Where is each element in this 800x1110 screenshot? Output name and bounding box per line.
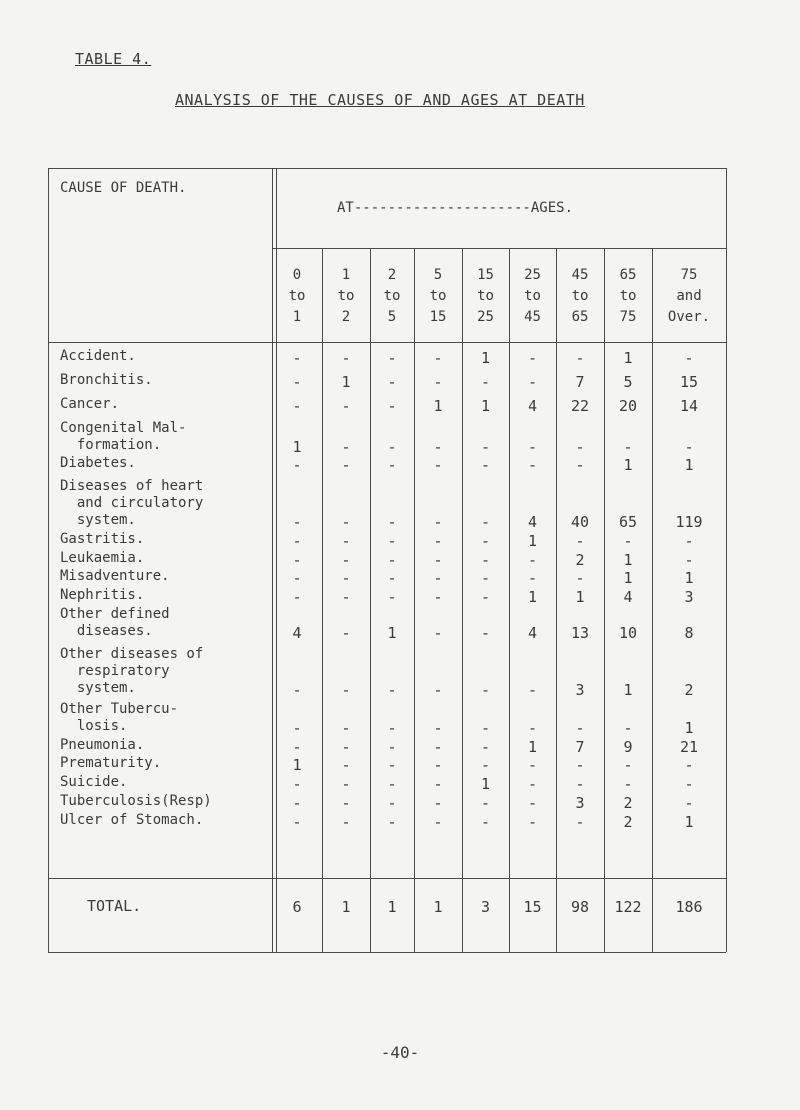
- table-cell: -: [527, 373, 538, 391]
- cause-label: Prematurity.: [60, 755, 162, 772]
- table-cell: -: [387, 775, 397, 793]
- table-cell: -: [480, 551, 491, 569]
- table-cell: -: [341, 775, 351, 793]
- table-cell: 4: [527, 397, 538, 415]
- page-title: ANALYSIS OF THE CAUSES OF AND AGES AT DEATH: [175, 91, 585, 109]
- table-cell: 1: [684, 569, 694, 587]
- table-cell: -: [527, 719, 538, 737]
- table-cell: -: [433, 756, 443, 774]
- table-cell: -: [341, 397, 351, 415]
- cause-label: Other diseases of: [60, 646, 204, 663]
- table-cell: -: [480, 756, 491, 774]
- table-cell: -: [480, 738, 491, 756]
- table-cell: -: [292, 569, 302, 587]
- table-cell: -: [575, 719, 585, 737]
- table-cell: 9: [623, 738, 633, 756]
- table-cell: -: [341, 719, 351, 737]
- table-cell: -: [292, 532, 302, 550]
- table-cell: -: [480, 719, 491, 737]
- age-group-header: 15: [429, 309, 447, 325]
- table-cell: -: [433, 456, 443, 474]
- cause-label: and circulatory: [60, 495, 204, 512]
- table-cell: -: [684, 349, 694, 367]
- table-cell: -: [433, 681, 443, 699]
- table-cell: 14: [679, 397, 699, 415]
- table-cell: -: [387, 551, 397, 569]
- table-cell: -: [480, 794, 491, 812]
- table-cell: -: [341, 588, 351, 606]
- table-cell: -: [387, 719, 397, 737]
- total-cell: 98: [570, 898, 590, 916]
- table-cell: -: [387, 588, 397, 606]
- table-cell: -: [480, 681, 491, 699]
- table-cell: -: [341, 532, 351, 550]
- table-right-rule: [726, 168, 727, 952]
- table-cell: -: [387, 438, 397, 456]
- table-cell: -: [527, 551, 538, 569]
- cause-label: system.: [60, 512, 136, 529]
- total-top-rule: [48, 878, 726, 879]
- age-group-header: 0: [292, 267, 302, 283]
- table-cell: -: [527, 569, 538, 587]
- table-cell: 21: [679, 738, 699, 756]
- table-cell: 2: [684, 681, 694, 699]
- table-cell: -: [480, 373, 491, 391]
- table-cell: -: [575, 569, 585, 587]
- table-cell: -: [575, 532, 585, 550]
- table-cell: -: [341, 756, 351, 774]
- table-cell: -: [292, 373, 302, 391]
- age-group-header: 25: [524, 267, 541, 283]
- table-cell: -: [433, 794, 443, 812]
- table-cell: -: [480, 624, 491, 642]
- table-cell: -: [292, 681, 302, 699]
- table-cell: -: [387, 794, 397, 812]
- table-cell: -: [341, 456, 351, 474]
- table-cell: 1: [623, 551, 633, 569]
- age-group-header: to: [288, 288, 306, 304]
- cause-label: Ulcer of Stomach.: [60, 812, 204, 829]
- age-group-header: to: [477, 288, 494, 304]
- cause-label: Other Tubercu-: [60, 701, 179, 718]
- table-cell: 4: [527, 513, 538, 531]
- table-cell: -: [433, 813, 443, 831]
- cause-label: Leukaemia.: [60, 550, 145, 567]
- age-group-header: 45: [571, 267, 589, 283]
- table-cell: 1: [623, 681, 633, 699]
- table-cell: -: [387, 756, 397, 774]
- table-cell: -: [292, 775, 302, 793]
- table-cell: 13: [570, 624, 590, 642]
- age-group-header: 75: [680, 267, 698, 283]
- age-group-header: to: [429, 288, 447, 304]
- age-group-header: 5: [433, 267, 443, 283]
- table-cell: 4: [292, 624, 302, 642]
- table-cell: -: [433, 532, 443, 550]
- table-cell: -: [527, 681, 538, 699]
- age-group-header: 25: [477, 309, 494, 325]
- age-group-header: 15: [477, 267, 494, 283]
- table-cell: -: [433, 349, 443, 367]
- cause-label: diseases.: [60, 623, 153, 640]
- age-group-header: to: [524, 288, 541, 304]
- table-cell: -: [433, 588, 443, 606]
- cause-label: Bronchitis.: [60, 372, 153, 389]
- cause-label: Suicide.: [60, 774, 128, 791]
- table-cell: -: [387, 373, 397, 391]
- table-cell: -: [292, 456, 302, 474]
- age-group-header: to: [337, 288, 355, 304]
- table-cell: -: [527, 794, 538, 812]
- table-cell: -: [387, 569, 397, 587]
- total-cell: 3: [480, 898, 491, 916]
- table-cell: -: [292, 349, 302, 367]
- age-group-header: 2: [341, 309, 351, 325]
- table-cell: -: [341, 349, 351, 367]
- table-cell: 3: [684, 588, 694, 606]
- table-cell: -: [341, 794, 351, 812]
- age-group-header: 65: [619, 267, 637, 283]
- table-cell: -: [527, 438, 538, 456]
- table-cell: 1: [684, 719, 694, 737]
- table-cell: -: [292, 813, 302, 831]
- table-cell: -: [480, 456, 491, 474]
- table-cell: 1: [527, 738, 538, 756]
- table-cell: 4: [527, 624, 538, 642]
- age-group-header: 65: [571, 309, 589, 325]
- table-cell: -: [292, 513, 302, 531]
- total-label: TOTAL.: [87, 897, 142, 915]
- table-cell: -: [623, 756, 633, 774]
- cause-label: system.: [60, 680, 136, 697]
- table-cell: -: [575, 456, 585, 474]
- total-cell: 1: [387, 898, 397, 916]
- age-group-header: 1: [292, 309, 302, 325]
- table-cell: 1: [433, 397, 443, 415]
- table-cell: -: [387, 532, 397, 550]
- table-cell: -: [387, 738, 397, 756]
- ages-header: AT---------------------AGES.: [337, 200, 574, 216]
- table-cell: 1: [292, 438, 302, 456]
- table-cell: 20: [618, 397, 638, 415]
- table-cell: -: [623, 438, 633, 456]
- table-cell: -: [341, 438, 351, 456]
- table-cell: 2: [575, 551, 585, 569]
- table-cell: -: [623, 775, 633, 793]
- table-cell: -: [387, 813, 397, 831]
- table-cell: -: [480, 813, 491, 831]
- table-cell: -: [480, 588, 491, 606]
- table-cell: 8: [684, 624, 694, 642]
- table-cell: -: [292, 738, 302, 756]
- table-cell: 1: [575, 588, 585, 606]
- table-cell: 7: [575, 373, 585, 391]
- table-cell: -: [433, 569, 443, 587]
- table-cell: 65: [618, 513, 638, 531]
- table-cell: -: [575, 438, 585, 456]
- table-cell: -: [480, 569, 491, 587]
- table-cell: 10: [618, 624, 638, 642]
- total-cell: 186: [675, 898, 703, 916]
- age-group-header: Over.: [667, 309, 711, 325]
- table-cell: 1: [292, 756, 302, 774]
- table-cell: -: [341, 624, 351, 642]
- page-number: -40-: [380, 1043, 420, 1062]
- table-cell: 7: [575, 738, 585, 756]
- table-cell: 1: [684, 813, 694, 831]
- header-bottom-rule: [48, 342, 726, 343]
- table-cell: -: [292, 397, 302, 415]
- table-cell: -: [527, 456, 538, 474]
- table-cell: -: [684, 532, 694, 550]
- table-cell: -: [480, 438, 491, 456]
- cause-label: Pneumonia.: [60, 737, 145, 754]
- age-group-header: 1: [341, 267, 351, 283]
- table-cell: -: [684, 756, 694, 774]
- table-cell: -: [433, 438, 443, 456]
- table-cell: -: [387, 349, 397, 367]
- cause-label: Congenital Mal-: [60, 420, 187, 437]
- table-cell: -: [341, 569, 351, 587]
- table-cell: -: [387, 513, 397, 531]
- table-cell: 1: [480, 775, 491, 793]
- table-cell: -: [433, 373, 443, 391]
- table-cell: 3: [575, 794, 585, 812]
- table-label: TABLE 4.: [75, 50, 152, 68]
- total-cell: 15: [523, 898, 542, 916]
- table-cell: -: [433, 551, 443, 569]
- table-cell: 1: [480, 349, 491, 367]
- table-cell: -: [433, 513, 443, 531]
- cause-label: Misadventure.: [60, 568, 170, 585]
- cause-label: Accident.: [60, 348, 136, 365]
- age-group-header: 45: [524, 309, 541, 325]
- total-cell: 6: [292, 898, 302, 916]
- table-cell: -: [575, 813, 585, 831]
- table-cell: -: [527, 756, 538, 774]
- cause-label: Nephritis.: [60, 587, 145, 604]
- table-cell: -: [684, 438, 694, 456]
- table-cell: -: [575, 349, 585, 367]
- age-group-header: and: [676, 288, 702, 304]
- age-group-header: 75: [619, 309, 637, 325]
- cause-label: Gastritis.: [60, 531, 145, 548]
- table-cell: -: [341, 513, 351, 531]
- table-cell: -: [292, 588, 302, 606]
- table-cell: 2: [623, 813, 633, 831]
- table-cell: -: [387, 681, 397, 699]
- table-cell: -: [684, 794, 694, 812]
- table-cell: 40: [570, 513, 590, 531]
- table-cell: -: [387, 397, 397, 415]
- cause-label: respiratory: [60, 663, 170, 680]
- age-group-header: 2: [387, 267, 397, 283]
- age-group-header: to: [619, 288, 637, 304]
- table-cell: 2: [623, 794, 633, 812]
- table-cell: 1: [527, 588, 538, 606]
- table-cell: -: [575, 775, 585, 793]
- table-cell: 1: [684, 456, 694, 474]
- table-cell: -: [433, 775, 443, 793]
- table-cell: -: [623, 532, 633, 550]
- table-cell: -: [433, 624, 443, 642]
- table-cell: -: [433, 719, 443, 737]
- table-cell: 119: [675, 513, 703, 531]
- table-cell: 15: [679, 373, 699, 391]
- cause-label: Other defined: [60, 606, 170, 623]
- table-cell: -: [480, 513, 491, 531]
- table-cell: -: [527, 349, 538, 367]
- table-top-rule: [48, 168, 726, 169]
- age-group-header: to: [383, 288, 401, 304]
- table-cell: 1: [527, 532, 538, 550]
- table-cell: -: [292, 551, 302, 569]
- table-cell: -: [684, 551, 694, 569]
- cause-label: Cancer.: [60, 396, 120, 413]
- cause-label: Tuberculosis(Resp): [60, 793, 212, 810]
- table-cell: -: [341, 681, 351, 699]
- total-cell: 1: [341, 898, 351, 916]
- age-group-header: to: [571, 288, 589, 304]
- table-cell: -: [480, 532, 491, 550]
- cause-label: losis.: [60, 718, 128, 735]
- table-cell: -: [527, 775, 538, 793]
- table-cell: 1: [623, 569, 633, 587]
- total-cell: 1: [433, 898, 443, 916]
- table-cell: -: [623, 719, 633, 737]
- cause-label: Diseases of heart: [60, 478, 204, 495]
- table-cell: -: [433, 738, 443, 756]
- table-cell: -: [292, 719, 302, 737]
- table-left-rule: [48, 168, 49, 952]
- table-cell: -: [341, 551, 351, 569]
- table-cell: -: [341, 738, 351, 756]
- total-cell: 122: [614, 898, 642, 916]
- table-cell: -: [341, 813, 351, 831]
- table-cell: 1: [341, 373, 351, 391]
- table-cell: -: [684, 775, 694, 793]
- age-header-rule: [272, 248, 726, 249]
- table-cell: 1: [387, 624, 397, 642]
- table-cell: 1: [623, 456, 633, 474]
- table-cell: 4: [623, 588, 633, 606]
- table-cell: -: [292, 794, 302, 812]
- cause-header: CAUSE OF DEATH.: [60, 180, 187, 196]
- table-cell: 3: [575, 681, 585, 699]
- table-cell: -: [387, 456, 397, 474]
- table-cell: 1: [480, 397, 491, 415]
- table-cell: 5: [623, 373, 633, 391]
- cause-label: formation.: [60, 437, 162, 454]
- cause-label: Diabetes.: [60, 455, 136, 472]
- table-cell: -: [575, 756, 585, 774]
- table-cell: 22: [570, 397, 590, 415]
- table-cell: 1: [623, 349, 633, 367]
- table-bottom-rule: [48, 952, 726, 953]
- table-cell: -: [527, 813, 538, 831]
- age-group-header: 5: [387, 309, 397, 325]
